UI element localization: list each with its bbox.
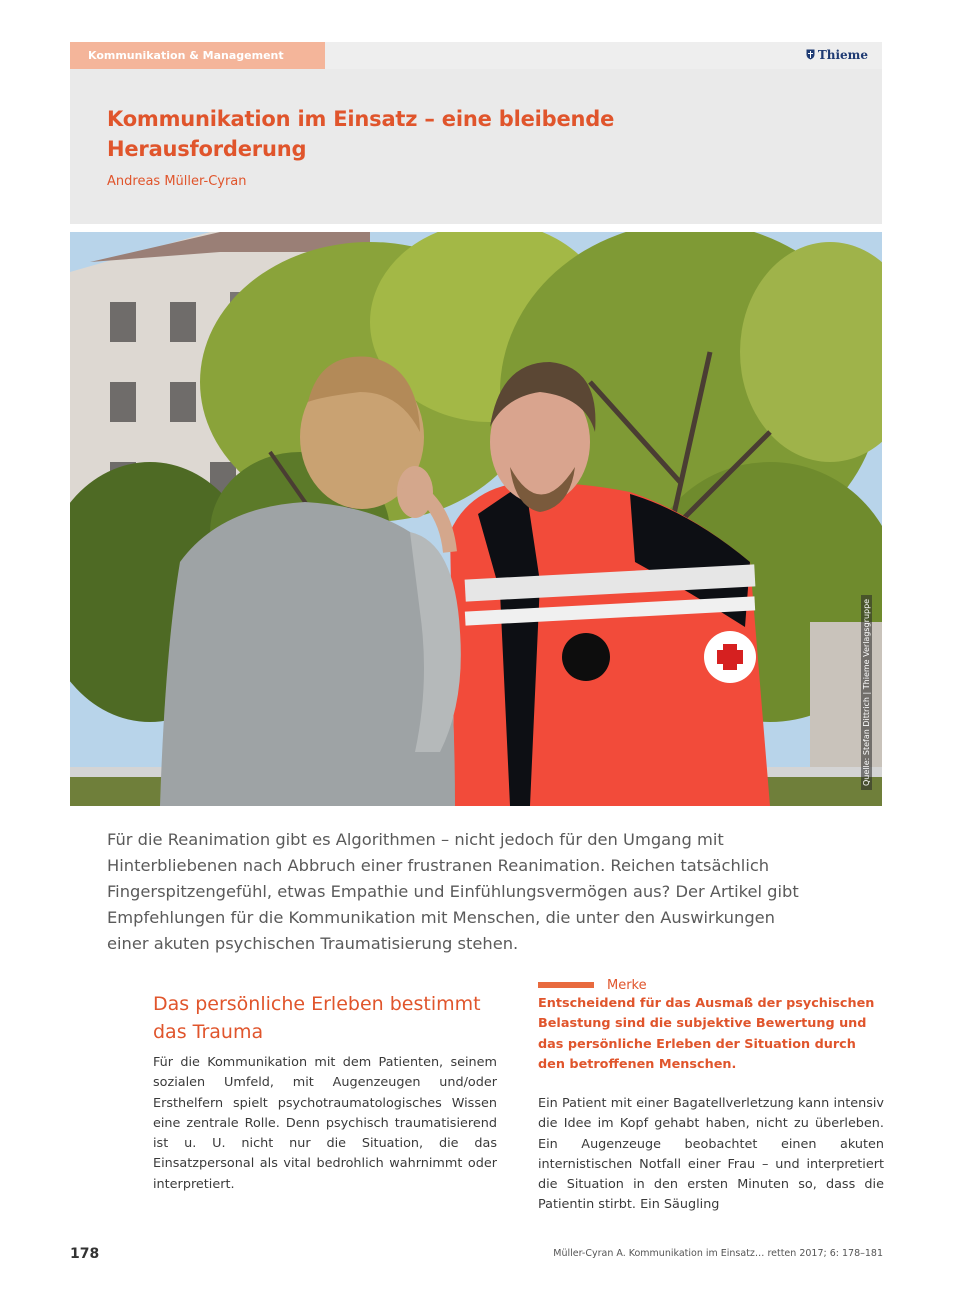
page-number: 178: [70, 1246, 100, 1262]
citation-footer: Müller-Cyran A. Kommunikation im Einsatz… retten 2017; 6: 178–181: [553, 1248, 883, 1259]
second-column-body: Ein Patient mit einer Bagatellverletzung kann intensiv die Idee im Kopf gehabt haben, nicht zu überleben. Ein Augenzeuge beobachtet einen akuten internistischen Notfall einer Frau – und interpretiert die Situation in den ersten Minuten so, dass die Patientin stirbt. Ein Säugling: [538, 1096, 884, 1213]
photo-illustration: [70, 232, 882, 806]
lead-paragraph: Für die Reanimation gibt es Algorithmen – nicht jedoch für den Umgang mit Hinterbliebenen nach Abbruch einer frustranen Reanimation. Reichen tatsächlich Fingerspitzengefühl, etwas Empathie und Einfühlungsvermögen aus? Der Artikel gibt Empfehlungen für die Kommunikation mit Menschen, die unter den Auswirkungen einer akuten psychischen Traumatisierung stehen.: [107, 830, 799, 953]
article-photo: [70, 232, 882, 806]
merke-box-text: Entscheidend für das Ausmaß der psychischen Belastung sind die subjektive Bewertung und das persönliche Erleben der Situation durch den betroffenen Menschen.: [538, 996, 875, 1072]
section-body: Für die Kommunikation mit dem Patienten, seinem sozialen Umfeld, mit Augenzeugen und/oder Ersthelfern spielt psychotraumatologisches Wissen eine zentrale Rolle. Denn psychisch traumatisierend ist u. U. nicht nur die Situation, die das Einsatzpersonal als vital bedrohlich wahrnimmt oder interpretiert.: [153, 1055, 497, 1192]
photo-credit: Quelle: Stefan Dittrich | Thieme Verlagsgruppe: [861, 595, 872, 790]
author-name: Andreas Müller-Cyran: [107, 174, 247, 189]
merke-marker: [538, 982, 594, 988]
section-heading: Das persönliche Erleben bestimmt das Trauma: [153, 993, 481, 1043]
section-label: Kommunikation & Management: [70, 42, 325, 69]
shield-icon: [806, 49, 815, 60]
article-title: Kommunikation im Einsatz – eine bleibende Herausforderung: [107, 107, 615, 161]
publisher-logo: [806, 48, 868, 62]
merke-label: Merke: [607, 978, 647, 993]
publisher-name: Thieme: [817, 48, 868, 62]
